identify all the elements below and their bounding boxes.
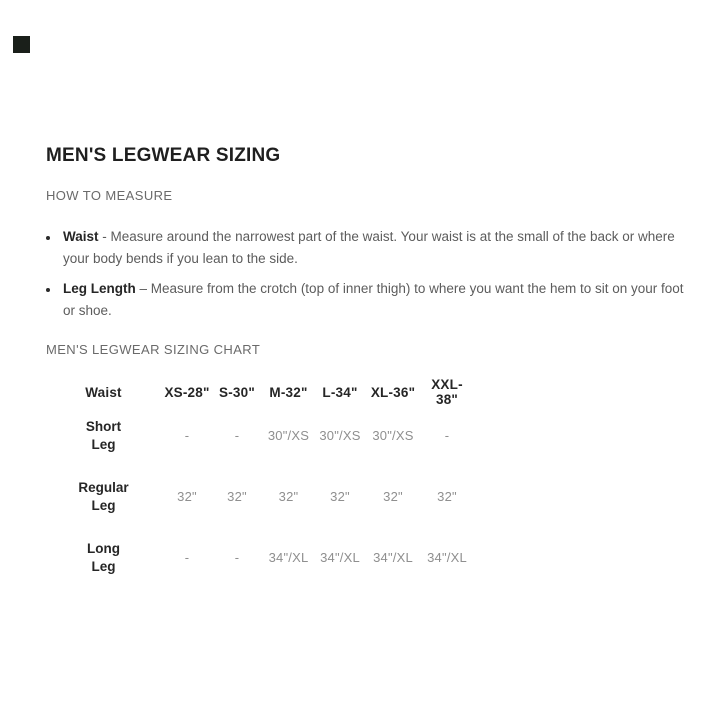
table-cell: 32" — [437, 489, 457, 504]
table-cell: 32" — [177, 489, 197, 504]
table-cell: - — [184, 550, 190, 565]
list-item-waist — [60, 226, 690, 270]
table-cell: 34"/XL — [427, 550, 467, 565]
sizing-chart-table — [46, 377, 690, 588]
table-cell: 32" — [227, 489, 247, 504]
measure-instructions-list — [46, 226, 690, 322]
column-header-s-30: S-30" — [219, 384, 255, 400]
bullet-text: - Measure around the narrowest part of the waist. Your waist is at the small of the back or where your body bends if you lean to the side. — [63, 229, 675, 266]
logo-mark — [13, 36, 30, 53]
table-cell: - — [234, 428, 240, 443]
how-to-measure-heading: HOW TO MEASURE — [46, 188, 173, 203]
table-cell: 34"/XL — [268, 550, 309, 565]
table-row-short-leg — [46, 405, 690, 466]
bullet-term: Leg Length — [63, 281, 136, 296]
table-cell: 32" — [278, 489, 299, 504]
table-cell: 34"/XL — [320, 550, 360, 565]
table-cell: 30"/XS — [372, 428, 414, 443]
column-header-waist: Waist — [85, 384, 122, 400]
column-header-xs-28: XS-28" — [164, 384, 210, 400]
table-cell: - — [444, 428, 450, 443]
bullet-text: – Measure from the crotch (top of inner thigh) to where you want the hem to sit on your foot or shoe. — [63, 281, 684, 318]
table-cell: - — [234, 550, 240, 565]
list-item-leg-length — [60, 278, 690, 322]
table-cell: - — [184, 428, 190, 443]
table-row-regular-leg — [46, 466, 690, 527]
column-header-xl-36: XL-36" — [370, 384, 416, 400]
table-cell: 32" — [383, 489, 403, 504]
table-cell: 32" — [330, 489, 350, 504]
table-cell: 34"/XL — [373, 550, 413, 565]
row-label: Short Leg — [85, 418, 122, 452]
page-title: MEN'S LEGWEAR SIZING — [46, 145, 281, 166]
bullet-term: Waist — [63, 229, 99, 244]
column-header-m-32: M-32" — [269, 384, 308, 400]
table-cell: 30"/XS — [319, 428, 361, 443]
row-label: Long Leg — [87, 540, 120, 574]
table-row-long-leg — [46, 527, 690, 588]
table-header-row — [46, 377, 690, 405]
sizing-chart-heading: MEN'S LEGWEAR SIZING CHART — [46, 342, 261, 357]
table-cell: 30"/XS — [267, 428, 310, 443]
column-header-l-34: L-34" — [322, 384, 358, 400]
column-header-xxl-38: XXL-38" — [431, 377, 463, 407]
row-label: Regular Leg — [78, 479, 129, 513]
